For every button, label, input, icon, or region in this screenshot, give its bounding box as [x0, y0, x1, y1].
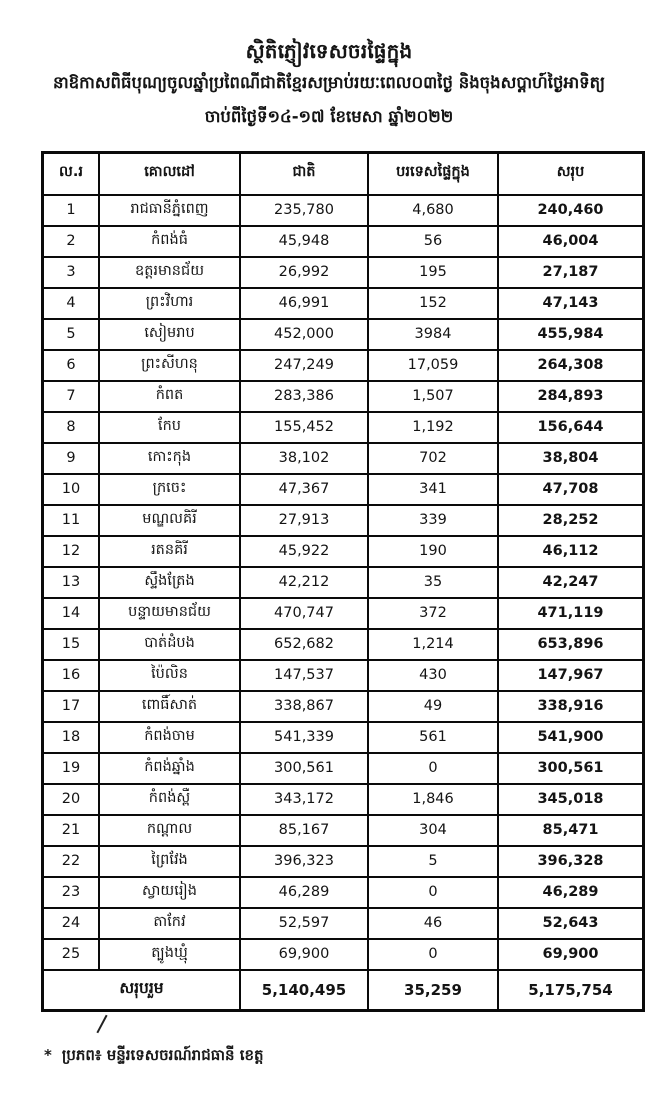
source-footnote — [44, 1046, 264, 1068]
cell-destination: ស្វាយរៀង — [99, 877, 240, 908]
cell-foreign: 35 — [368, 567, 498, 598]
table-row — [43, 598, 644, 629]
cell-national: 247,249 — [240, 350, 368, 381]
cell-no: 21 — [43, 815, 100, 846]
table-row — [43, 350, 644, 381]
cell-foreign: 0 — [368, 939, 498, 970]
cell-no: 3 — [43, 257, 100, 288]
cell-foreign: 304 — [368, 815, 498, 846]
cell-no: 12 — [43, 536, 100, 567]
cell-total: 653,896 — [498, 629, 644, 660]
table-row — [43, 939, 644, 970]
cell-no: 4 — [43, 288, 100, 319]
cell-no: 9 — [43, 443, 100, 474]
table-row — [43, 319, 644, 350]
cell-total: 85,471 — [498, 815, 644, 846]
cell-no: 1 — [43, 195, 100, 226]
cell-national: 46,289 — [240, 877, 368, 908]
cell-foreign: 1,192 — [368, 412, 498, 443]
table-row — [43, 226, 644, 257]
cell-national: 338,867 — [240, 691, 368, 722]
cell-destination: ស្ទឹងត្រែង — [99, 567, 240, 598]
cell-foreign: 46 — [368, 908, 498, 939]
column-header-1: គោលដៅ — [99, 153, 240, 195]
column-header-4: សរុប — [498, 153, 644, 195]
document-date-range: ចាប់ពីថ្ងៃទី១៤-១៧ ខែមេសា ឆ្នាំ២០២២ — [204, 106, 454, 126]
column-header-2: ជាតិ — [240, 153, 368, 195]
cell-foreign: 1,214 — [368, 629, 498, 660]
cell-foreign: 17,059 — [368, 350, 498, 381]
cell-national: 283,386 — [240, 381, 368, 412]
cell-no: 7 — [43, 381, 100, 412]
cell-no: 8 — [43, 412, 100, 443]
cell-foreign: 339 — [368, 505, 498, 536]
cell-national: 45,922 — [240, 536, 368, 567]
cell-national: 452,000 — [240, 319, 368, 350]
cell-destination: កំពង់ចាម — [99, 722, 240, 753]
cell-destination: រាជធានីភ្នំពេញ — [99, 195, 240, 226]
table-row — [43, 474, 644, 505]
table-row — [43, 722, 644, 753]
cell-national: 38,102 — [240, 443, 368, 474]
cell-national: 300,561 — [240, 753, 368, 784]
cell-destination: បន្ទាយមានជ័យ — [99, 598, 240, 629]
table-row — [43, 691, 644, 722]
cell-national: 396,323 — [240, 846, 368, 877]
cell-foreign: 4,680 — [368, 195, 498, 226]
cell-foreign: 430 — [368, 660, 498, 691]
cell-total: 284,893 — [498, 381, 644, 412]
cell-national: 470,747 — [240, 598, 368, 629]
footnote-text: ប្រភព៖ មន្ទីរទេសចរណ៍រាជធានី ខេត្ត — [61, 1046, 264, 1064]
cell-total: 338,916 — [498, 691, 644, 722]
cell-destination: ព្រះសីហនុ — [99, 350, 240, 381]
cell-foreign: 5 — [368, 846, 498, 877]
cell-no: 17 — [43, 691, 100, 722]
column-header-0: ល.រ — [43, 153, 100, 195]
cell-foreign: 341 — [368, 474, 498, 505]
total-foreign: 35,259 — [368, 970, 498, 1011]
cell-destination: ព្រះវិហារ — [99, 288, 240, 319]
cell-foreign: 49 — [368, 691, 498, 722]
cell-destination: កំពត — [99, 381, 240, 412]
cell-no: 25 — [43, 939, 100, 970]
cell-no: 6 — [43, 350, 100, 381]
cell-destination: ឧត្តរមានជ័យ — [99, 257, 240, 288]
cell-destination: កំពង់ធំ — [99, 226, 240, 257]
cell-destination: ពោធិ៍សាត់ — [99, 691, 240, 722]
cell-total: 264,308 — [498, 350, 644, 381]
cell-total: 396,328 — [498, 846, 644, 877]
cell-destination: តាកែវ — [99, 908, 240, 939]
cell-foreign: 152 — [368, 288, 498, 319]
table-footer — [43, 970, 644, 1011]
cell-total: 42,247 — [498, 567, 644, 598]
cell-no: 22 — [43, 846, 100, 877]
cell-total: 147,967 — [498, 660, 644, 691]
total-row — [43, 970, 644, 1011]
cell-no: 11 — [43, 505, 100, 536]
table-body — [43, 195, 644, 970]
cell-total: 156,644 — [498, 412, 644, 443]
cell-total: 52,643 — [498, 908, 644, 939]
cell-destination: សៀមរាប — [99, 319, 240, 350]
cell-destination: កំពង់ឆ្នាំង — [99, 753, 240, 784]
table-row — [43, 257, 644, 288]
cell-national: 85,167 — [240, 815, 368, 846]
table-row — [43, 536, 644, 567]
cell-foreign: 372 — [368, 598, 498, 629]
cell-destination: បាត់ដំបង — [99, 629, 240, 660]
cell-foreign: 0 — [368, 877, 498, 908]
cell-total: 46,112 — [498, 536, 644, 567]
cell-destination: កំពង់ស្ពឺ — [99, 784, 240, 815]
total-national: 5,140,495 — [240, 970, 368, 1011]
document-subtitle: នាឱកាសពិធីបុណ្យចូលឆ្នាំប្រពៃណីជាតិខ្មែរសម្រាប់រយៈពេល០៣ថ្ងៃ និងចុងសប្តាហ៍ថ្ងៃអាទិត្យ — [52, 73, 606, 92]
table-row — [43, 443, 644, 474]
cell-total: 69,900 — [498, 939, 644, 970]
cell-foreign: 1,846 — [368, 784, 498, 815]
table-row — [43, 195, 644, 226]
cell-total: 38,804 — [498, 443, 644, 474]
cell-total: 345,018 — [498, 784, 644, 815]
cell-no: 20 — [43, 784, 100, 815]
cell-destination: ប៉ៃលិន — [99, 660, 240, 691]
title-block — [0, 36, 658, 132]
document-title: ស្ថិតិភ្ញៀវទេសចរផ្ទៃក្នុង — [245, 39, 413, 63]
table-row — [43, 753, 644, 784]
cell-national: 541,339 — [240, 722, 368, 753]
cell-destination: មណ្ឌលគិរី — [99, 505, 240, 536]
cell-total: 455,984 — [498, 319, 644, 350]
cell-no: 15 — [43, 629, 100, 660]
cell-total: 46,289 — [498, 877, 644, 908]
table-row — [43, 288, 644, 319]
table-row — [43, 908, 644, 939]
cell-foreign: 3984 — [368, 319, 498, 350]
cell-destination: កោះកុង — [99, 443, 240, 474]
cell-foreign: 1,507 — [368, 381, 498, 412]
table-row — [43, 846, 644, 877]
scan-artifact-mark — [96, 1015, 107, 1034]
cell-no: 10 — [43, 474, 100, 505]
total-label: សរុបរួម — [43, 970, 241, 1011]
cell-destination: ត្បូងឃ្មុំ — [99, 939, 240, 970]
column-header-3: បរទេសផ្ទៃក្នុង — [368, 153, 498, 195]
cell-foreign: 561 — [368, 722, 498, 753]
cell-no: 16 — [43, 660, 100, 691]
cell-foreign: 56 — [368, 226, 498, 257]
table-row — [43, 877, 644, 908]
cell-national: 46,991 — [240, 288, 368, 319]
cell-total: 47,708 — [498, 474, 644, 505]
table-row — [43, 381, 644, 412]
cell-total: 27,187 — [498, 257, 644, 288]
table-row — [43, 505, 644, 536]
cell-total: 300,561 — [498, 753, 644, 784]
table-row — [43, 629, 644, 660]
cell-national: 235,780 — [240, 195, 368, 226]
cell-foreign: 0 — [368, 753, 498, 784]
cell-destination: កណ្តាល — [99, 815, 240, 846]
cell-no: 19 — [43, 753, 100, 784]
cell-total: 541,900 — [498, 722, 644, 753]
cell-no: 5 — [43, 319, 100, 350]
cell-national: 52,597 — [240, 908, 368, 939]
table-header — [43, 153, 644, 195]
cell-destination: ព្រៃវែង — [99, 846, 240, 877]
cell-destination: ក្រចេះ — [99, 474, 240, 505]
table-header-row — [43, 153, 644, 195]
cell-destination: រតនគិរី — [99, 536, 240, 567]
cell-no: 23 — [43, 877, 100, 908]
cell-national: 26,992 — [240, 257, 368, 288]
cell-national: 147,537 — [240, 660, 368, 691]
table-row — [43, 412, 644, 443]
cell-national: 155,452 — [240, 412, 368, 443]
cell-no: 2 — [43, 226, 100, 257]
cell-foreign: 702 — [368, 443, 498, 474]
cell-no: 18 — [43, 722, 100, 753]
footnote-marker: * — [44, 1046, 52, 1064]
cell-no: 13 — [43, 567, 100, 598]
cell-total: 46,004 — [498, 226, 644, 257]
cell-total: 47,143 — [498, 288, 644, 319]
table-row — [43, 815, 644, 846]
cell-total: 471,119 — [498, 598, 644, 629]
cell-national: 47,367 — [240, 474, 368, 505]
total-grand: 5,175,754 — [498, 970, 644, 1011]
cell-national: 343,172 — [240, 784, 368, 815]
cell-national: 27,913 — [240, 505, 368, 536]
cell-no: 14 — [43, 598, 100, 629]
cell-foreign: 195 — [368, 257, 498, 288]
cell-no: 24 — [43, 908, 100, 939]
cell-national: 42,212 — [240, 567, 368, 598]
table-row — [43, 784, 644, 815]
cell-foreign: 190 — [368, 536, 498, 567]
cell-national: 45,948 — [240, 226, 368, 257]
cell-total: 240,460 — [498, 195, 644, 226]
tourism-statistics-table — [41, 151, 645, 1012]
cell-national: 652,682 — [240, 629, 368, 660]
cell-destination: កែប — [99, 412, 240, 443]
cell-national: 69,900 — [240, 939, 368, 970]
table-row — [43, 567, 644, 598]
table-row — [43, 660, 644, 691]
cell-total: 28,252 — [498, 505, 644, 536]
